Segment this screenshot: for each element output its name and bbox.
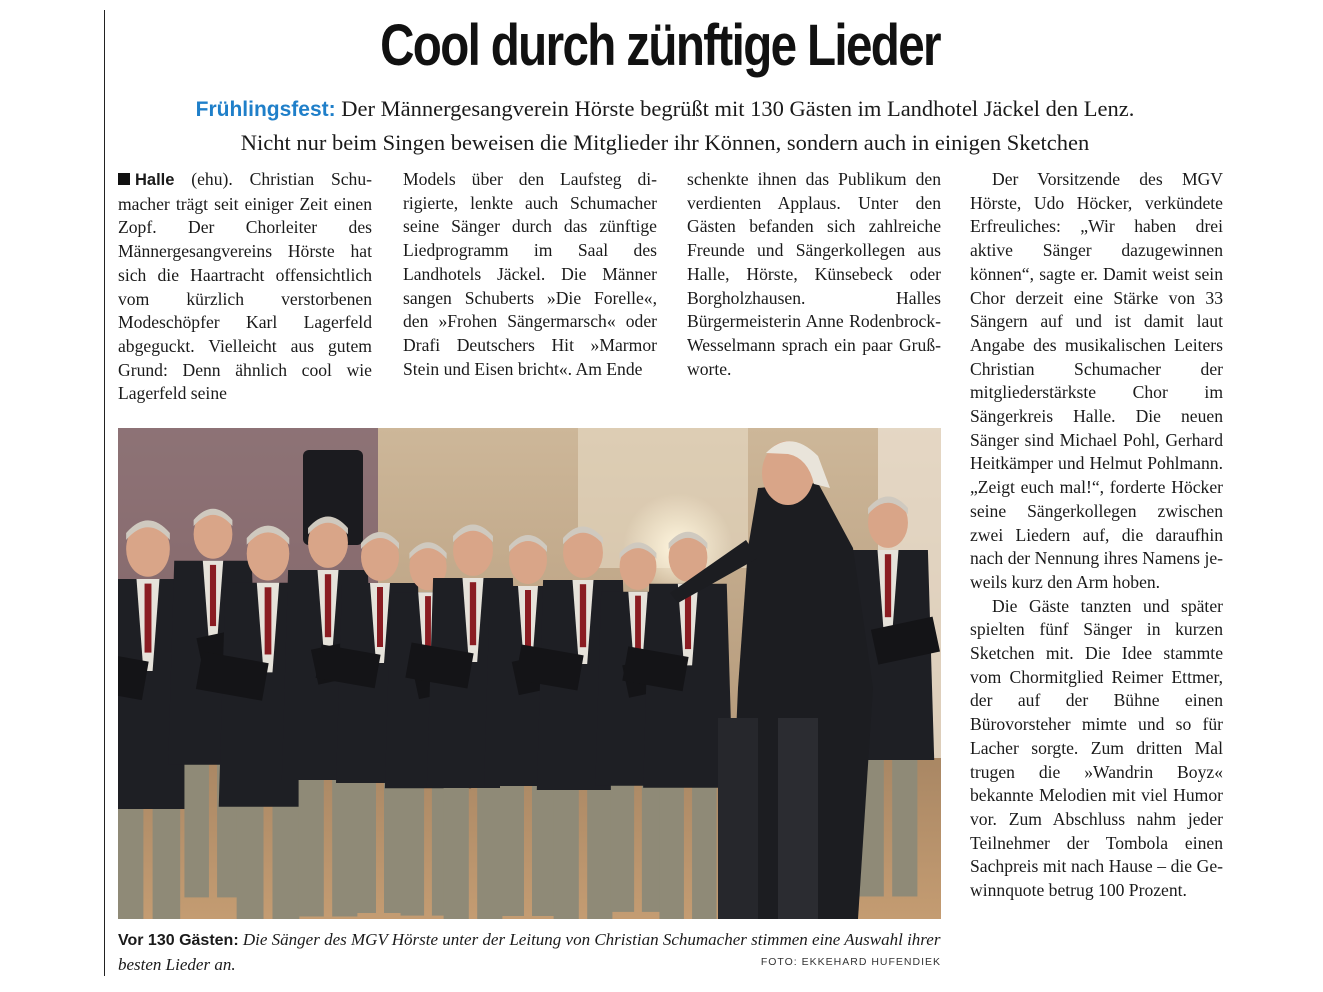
column-4-paragraph-1: Der Vorsitzende des MGV Hörste, Udo Höcker, verkündete Erfreuliches: „Wir haben drei aktive Sänger dazugewinnen können“, sagte er. Damit weist sein Chor derzeit eine Stärke von 33 Sängern auf und ist damit laut Angabe des musikalischen Leiters Christian Schumacher der mitgliederstärkste Chor im Sängerkreis Halle. Die neuen Sänger sind Michael Pohl, Gerhard Heitkämper und Helmut Pohlmann. „Zeigt euch mal!“, forderte Höcker seine Sängerkollegen zwischen zwei Liedern auf, die daraufhin nach der Nennung ihres Namens jeweils kurz den Arm hoben. <box>970 169 1223 592</box>
column-4-paragraph-2: Die Gäste tanzten und später spielten fünf Sänger in kurzen Sketchen mit. Die Idee stammte vom Chormitglied Reimer Ettmer, der auf der Bühne einen Bürovorsteher mimte und so für Lacher sorgte. Zum dritten Mal trugen die »Wandrin Boyz« bekannte Melodien mit viel Humor vor. Zum Abschluss nahm jeder Teilnehmer der Tombola einen Sachpreis mit nach Hause – die Gewinnquote betrug 100 Prozent. <box>970 595 1223 901</box>
article-column-2 <box>403 168 657 381</box>
headline: Cool durch zünftige Lieder <box>380 13 940 78</box>
article-column-4 <box>970 168 1223 903</box>
dateline-place: Halle <box>135 171 175 189</box>
choir-photo-illustration <box>118 428 941 919</box>
caption-lead: Vor 130 Gästen: <box>118 932 239 949</box>
column-2-text: Models über den Laufsteg dirigierte, lenkte auch Schumacher seine Sänger durch das zünftige Liedprogramm im Saal des Landhotels Jäckel. Die Männer sangen Schuberts »Die Forelle«, den »Frohen Sängermarsch« oder Drafi Deutschers Hit »Marmor Stein und Eisen bricht«. Am Ende <box>403 169 657 379</box>
dateline-square-icon <box>118 173 130 185</box>
column-rule <box>104 10 105 976</box>
subhead-line-1: Der Männergesangverein Hörste begrüßt mit 130 Gästen im Landhotel Jäckel den Lenz. <box>335 96 1135 121</box>
photo-credit: FOTO: EKKEHARD HUFENDIEK <box>760 956 941 968</box>
choir-photo <box>118 428 941 919</box>
caption-text: Die Sänger des MGV Hörste unter der Leitung von Christian Schumacher stimmen eine Auswahl ihrer besten Lieder an. <box>118 930 941 974</box>
article-column-3 <box>687 168 941 381</box>
column-3-text: schenkte ihnen das Publikum den verdienten Applaus. Unter den Gästen befanden sich zahlreiche Freunde und Sängerkollegen aus Halle, Hörste, Künsebeck oder Borgholzhausen. Halles Bürgermeisterin Anne Rodenbrock-Wesselmann sprach ein paar Grußworte. <box>687 169 941 379</box>
subhead-kicker: Frühlingsfest: <box>195 98 336 121</box>
column-1-text: (ehu). Christian Schumacher trägt seit einiger Zeit einen Zopf. Der Chorleiter des Männergesangvereins Hörste hat sich die Haartracht offensichtlich vom kürzlich verstorbenen Modeschöpfer Karl Lagerfeld abgeguckt. Vielleicht aus gutem Grund: Denn ähnlich cool wie Lagerfeld seine <box>118 169 372 404</box>
subhead-line-2: Nicht nur beim Singen beweisen die Mitglieder ihr Können, sondern auch in einigen Sketchen <box>240 130 1090 155</box>
subheadline <box>110 92 1220 159</box>
photo-caption <box>118 928 941 977</box>
article-column-1 <box>118 168 372 406</box>
